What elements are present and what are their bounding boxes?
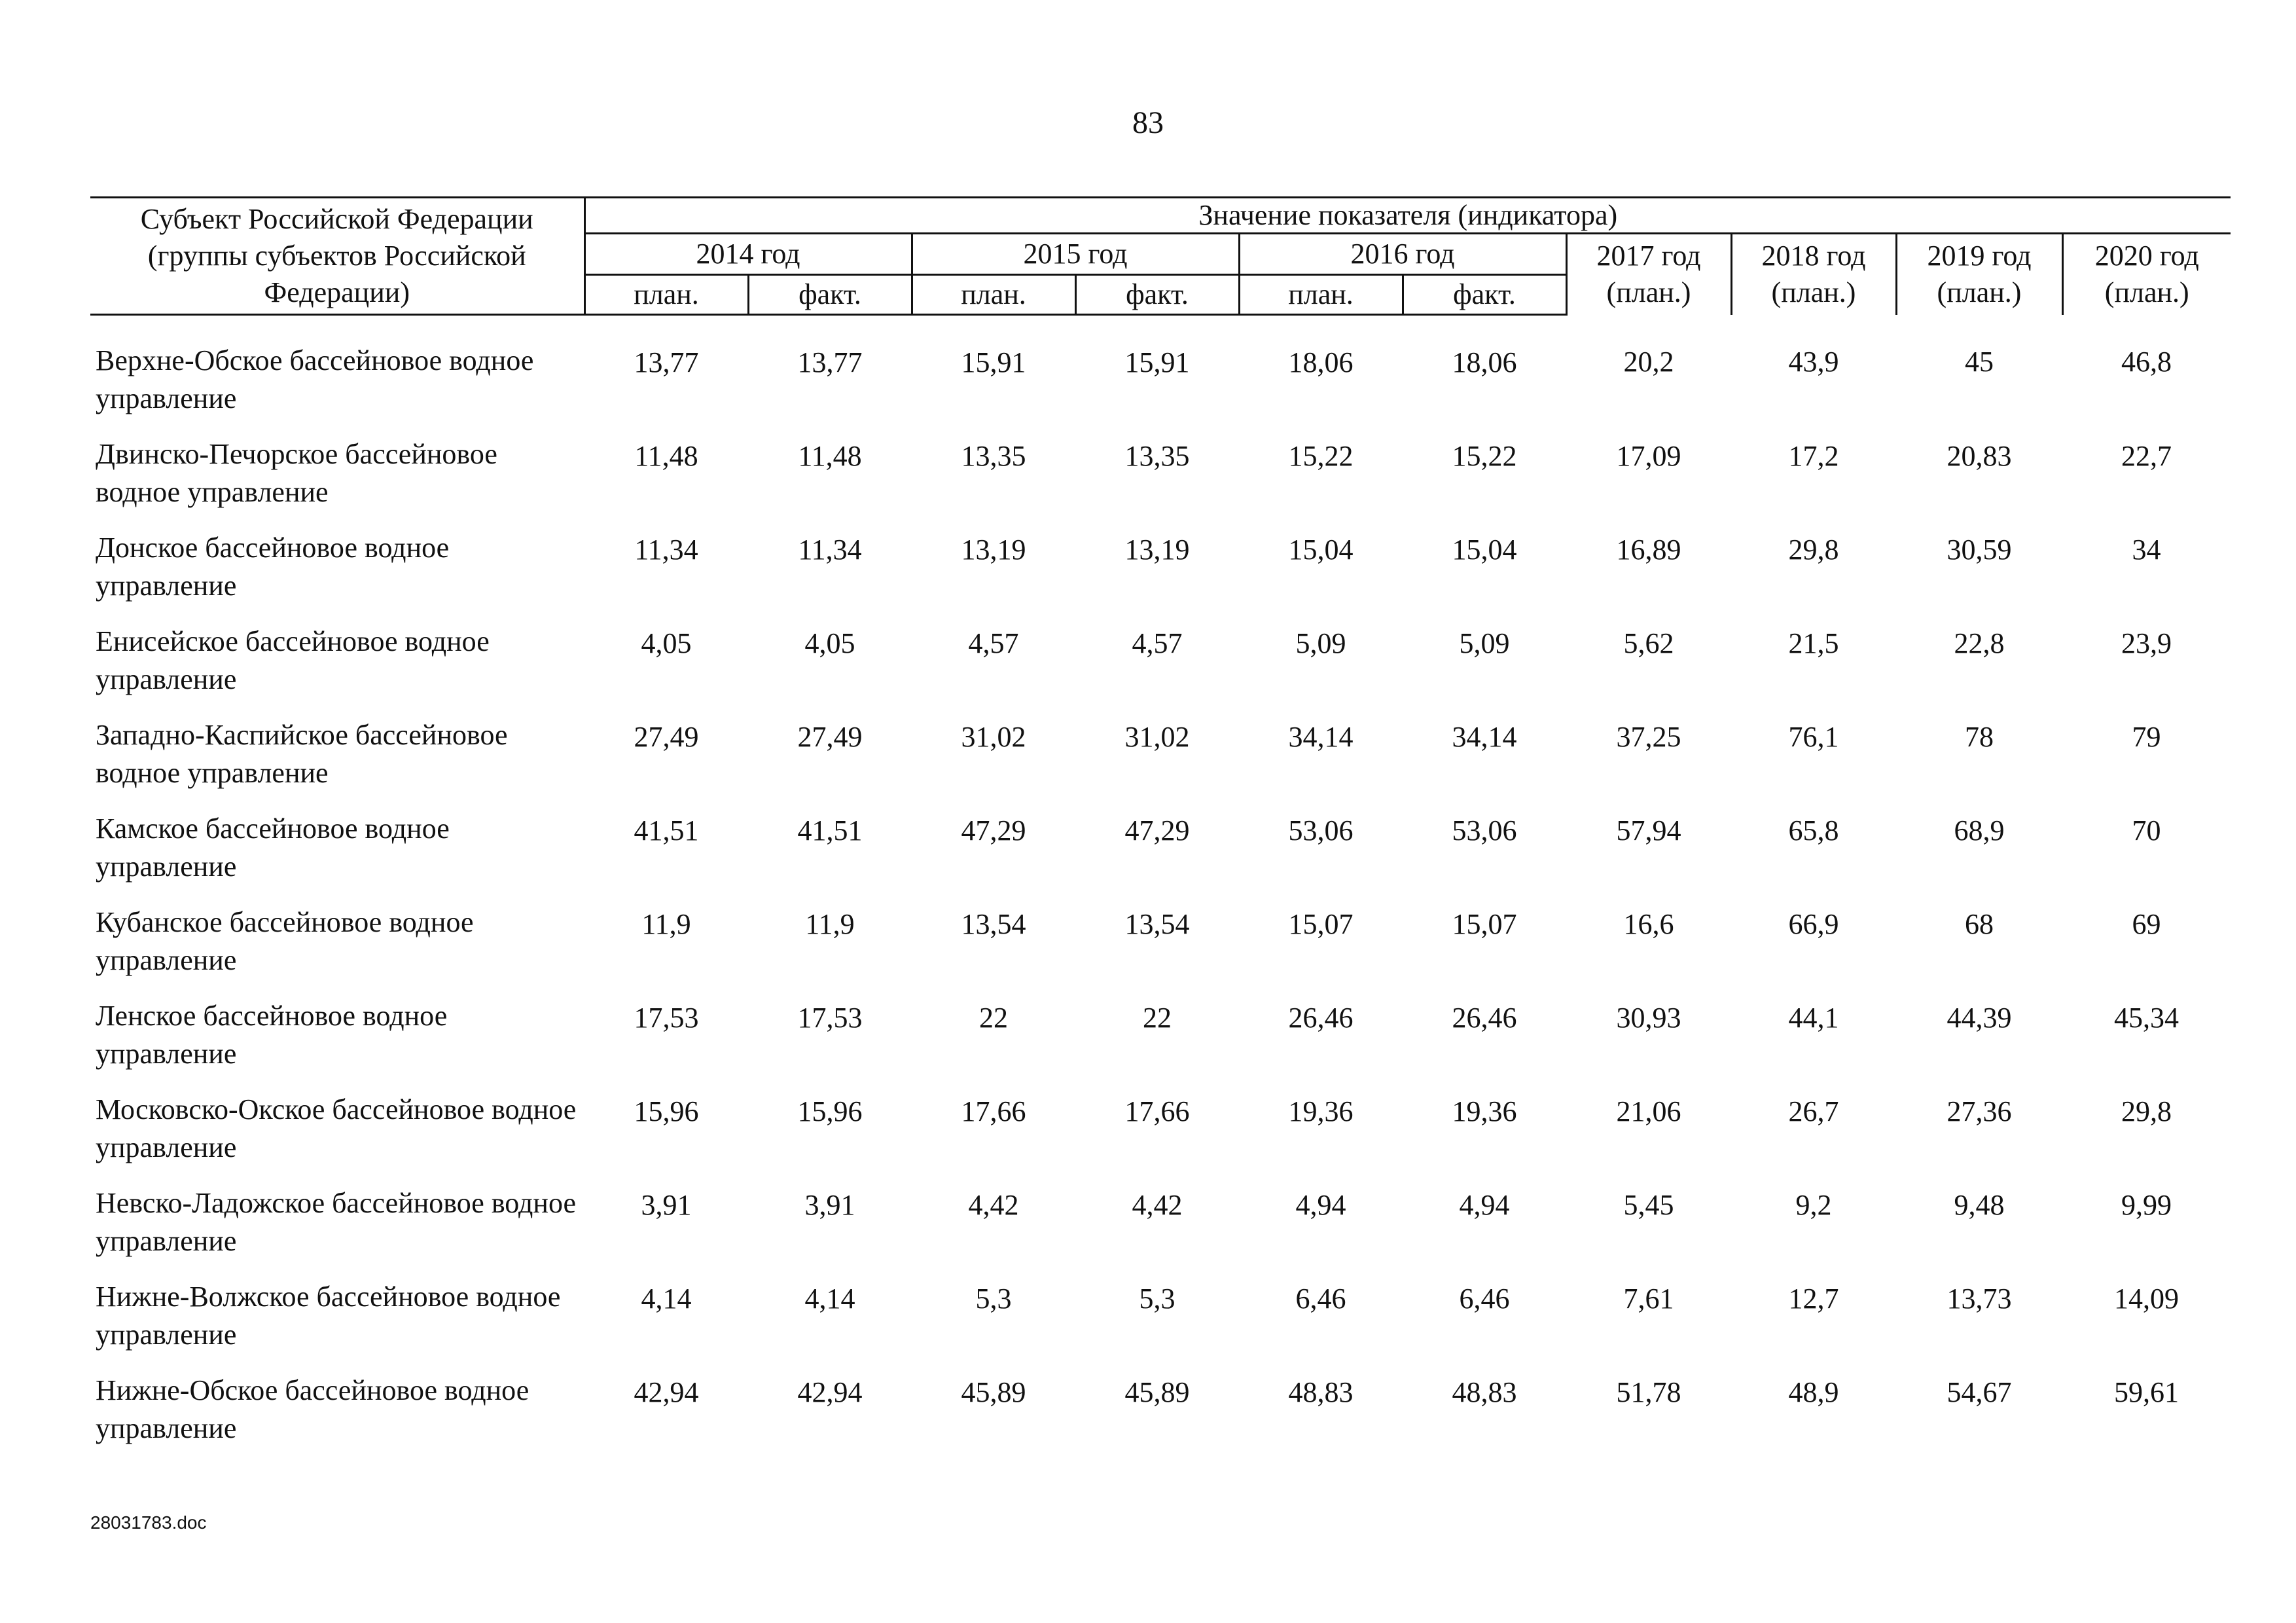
basin-authority-name: Нижне-Волжское бассейновое водное управление: [96, 1281, 561, 1351]
indicator-value: 59,61: [2114, 1376, 2179, 1408]
indicator-value: 41,51: [634, 814, 699, 847]
indicator-value: 68: [1965, 908, 1994, 940]
indicator-value: 47,29: [961, 814, 1026, 847]
indicator-value: 26,46: [1288, 1002, 1354, 1034]
basin-authority-name: Нижне-Обское бассейновое водное управление: [96, 1374, 529, 1444]
indicator-value: 17,66: [961, 1095, 1026, 1127]
indicator-value: 13,35: [1124, 440, 1190, 472]
indicator-value: 30,93: [1616, 1002, 1681, 1034]
indicator-value: 22,7: [2121, 440, 2172, 472]
basin-authority-name: Западно-Каспийское бассейновое водное управление: [96, 719, 508, 789]
table-row: [90, 435, 2231, 529]
year-label: 2020 год: [2094, 240, 2199, 272]
indicator-value: 29,8: [2121, 1095, 2172, 1127]
indicator-value: 13,73: [1946, 1283, 2012, 1315]
year-header-2018: [1731, 234, 1896, 315]
indicator-value: 26,7: [1788, 1095, 1839, 1127]
indicator-value: 34,14: [1452, 721, 1517, 753]
indicator-value: 12,7: [1788, 1283, 1839, 1315]
table-row: [90, 810, 2231, 903]
year-label: 2019 год: [1927, 240, 2032, 272]
document-code: 28031783.doc: [90, 1512, 207, 1533]
basin-authority-name: Верхне-Обское бассейновое водное управление: [96, 344, 534, 414]
indicator-value: 20,83: [1946, 440, 2012, 472]
indicator-value: 45,89: [1124, 1376, 1190, 1408]
indicator-value: 5,62: [1623, 627, 1674, 659]
subheader-2014-fact: факт.: [748, 275, 912, 315]
indicator-value: 30,59: [1946, 534, 2012, 566]
indicator-value: 51,78: [1616, 1376, 1681, 1408]
indicator-value: 15,96: [634, 1095, 699, 1127]
indicator-value: 7,61: [1623, 1283, 1674, 1315]
indicator-value: 18,06: [1288, 346, 1354, 378]
indicator-value: 43,9: [1788, 345, 1839, 378]
basin-authority-name: Камское бассейновое водное управление: [96, 812, 450, 883]
indicator-value: 22: [1143, 1002, 1172, 1034]
subheader-2015-fact: факт.: [1075, 275, 1239, 315]
indicator-value: 4,42: [1132, 1189, 1183, 1221]
indicator-value: 44,1: [1788, 1002, 1839, 1034]
indicator-value: 15,22: [1452, 440, 1517, 472]
indicator-value: 23,9: [2121, 627, 2172, 659]
indicator-value: 26,46: [1452, 1002, 1517, 1034]
indicator-value: 4,05: [641, 627, 692, 659]
indicator-value: 16,89: [1616, 534, 1681, 566]
indicator-value: 78: [1965, 721, 1994, 753]
indicator-value: 13,77: [634, 346, 699, 378]
indicator-value: 31,02: [1124, 721, 1190, 753]
indicator-value: 13,54: [1124, 908, 1190, 940]
indicator-value: 15,07: [1452, 908, 1517, 940]
indicator-header: Значение показателя (индикатора): [584, 198, 2231, 234]
indicator-value: 18,06: [1452, 346, 1517, 378]
year-header-2016: 2016 год: [1239, 234, 1566, 275]
indicator-value: 3,91: [804, 1189, 855, 1221]
basin-authority-name: Двинско-Печорское бассейновое водное управление: [96, 438, 497, 508]
table-row: [90, 1372, 2231, 1465]
table-row: [90, 623, 2231, 716]
indicator-value: 34: [2132, 534, 2161, 566]
table-row: [90, 1278, 2231, 1372]
plan-note: (план.): [1937, 276, 2022, 309]
year-label: 2017 год: [1596, 240, 1701, 272]
indicator-value: 27,36: [1946, 1095, 2012, 1127]
basin-authority-name: Кубанское бассейновое водное управление: [96, 906, 474, 976]
indicator-value: 13,19: [961, 534, 1026, 566]
year-header-2015: 2015 год: [912, 234, 1239, 275]
indicator-value: 13,77: [797, 346, 863, 378]
subheader-2016-fact: факт.: [1403, 275, 1566, 315]
indicator-value: 48,83: [1452, 1376, 1517, 1408]
indicator-value: 47,29: [1124, 814, 1190, 847]
indicator-value: 42,94: [797, 1376, 863, 1408]
indicator-value: 9,48: [1954, 1189, 2005, 1221]
indicator-value: 20,2: [1623, 345, 1674, 378]
indicator-value: 13,35: [961, 440, 1026, 472]
indicator-value: 13,54: [961, 908, 1026, 940]
basin-authority-name: Московско-Окское бассейновое водное управление: [96, 1093, 577, 1163]
indicator-value: 5,3: [1139, 1283, 1175, 1315]
table-row: [90, 903, 2231, 997]
indicator-value: 27,49: [797, 721, 863, 753]
indicator-value: 14,09: [2114, 1283, 2179, 1315]
year-header-2017: [1566, 234, 1731, 315]
indicator-value: 11,34: [798, 534, 862, 566]
indicator-value: 11,9: [641, 908, 691, 940]
indicator-value: 15,04: [1452, 534, 1517, 566]
indicator-value: 4,57: [1132, 627, 1183, 659]
indicator-value: 69: [2132, 908, 2161, 940]
table-header: [90, 198, 2231, 315]
table-row: [90, 315, 2231, 436]
indicator-value: 66,9: [1788, 908, 1839, 940]
indicator-value: 9,99: [2121, 1189, 2172, 1221]
indicator-value: 5,3: [975, 1283, 1012, 1315]
year-header-2019: [1896, 234, 2062, 315]
indicator-value: 42,94: [634, 1376, 699, 1408]
table-row: [90, 997, 2231, 1091]
indicator-value: 79: [2132, 721, 2161, 753]
basin-authority-name: Донское бассейновое водное управление: [96, 532, 450, 602]
indicator-value: 17,53: [797, 1002, 863, 1034]
indicator-value: 4,94: [1459, 1189, 1510, 1221]
indicator-value: 45,89: [961, 1376, 1026, 1408]
indicator-value: 6,46: [1459, 1283, 1510, 1315]
subject-column-header: Субъект Российской Федерации (группы субъектов Российской Федерации): [90, 198, 584, 315]
indicator-value: 27,49: [634, 721, 699, 753]
table-row: [90, 1184, 2231, 1278]
indicator-value: 4,14: [804, 1283, 855, 1315]
indicator-value: 13,19: [1124, 534, 1190, 566]
indicator-value: 29,8: [1788, 534, 1839, 566]
indicator-value: 15,22: [1288, 440, 1354, 472]
indicator-value: 17,66: [1124, 1095, 1190, 1127]
indicator-value: 11,48: [798, 440, 862, 472]
subheader-2014-plan: план.: [584, 275, 748, 315]
indicator-value: 48,9: [1788, 1376, 1839, 1408]
indicator-value: 48,83: [1288, 1376, 1354, 1408]
indicator-value: 17,2: [1788, 440, 1839, 472]
basin-authority-name: Ленское бассейновое водное управление: [96, 1000, 448, 1070]
indicator-value: 4,42: [968, 1189, 1019, 1221]
indicator-value: 15,07: [1288, 908, 1354, 940]
indicator-value: 53,06: [1288, 814, 1354, 847]
indicator-value: 9,2: [1795, 1189, 1832, 1221]
subheader-2016-plan: план.: [1239, 275, 1403, 315]
indicator-value: 21,06: [1616, 1095, 1681, 1127]
indicator-value: 22: [979, 1002, 1008, 1034]
indicator-value: 6,46: [1295, 1283, 1346, 1315]
indicator-value: 76,1: [1788, 721, 1839, 753]
table-row: [90, 716, 2231, 810]
basin-authority-name: Енисейское бассейновое водное управление: [96, 625, 490, 695]
indicator-value: 11,34: [634, 534, 698, 566]
indicator-value: 37,25: [1616, 721, 1681, 753]
indicator-value: 45: [1965, 345, 1994, 378]
indicator-value: 70: [2132, 814, 2161, 847]
indicator-value: 15,04: [1288, 534, 1354, 566]
indicator-value: 17,53: [634, 1002, 699, 1034]
indicator-value: 34,14: [1288, 721, 1354, 753]
indicator-value: 15,91: [961, 346, 1026, 378]
indicator-value: 19,36: [1452, 1095, 1517, 1127]
indicator-value: 68,9: [1954, 814, 2005, 847]
plan-note: (план.): [2104, 276, 2189, 309]
indicator-value: 22,8: [1954, 627, 2005, 659]
indicator-value: 15,91: [1124, 346, 1190, 378]
page-number: 83: [1132, 105, 1164, 140]
indicator-value: 46,8: [2121, 345, 2172, 378]
indicator-value: 65,8: [1788, 814, 1839, 847]
indicator-value: 4,05: [804, 627, 855, 659]
indicator-value: 41,51: [797, 814, 863, 847]
indicator-value: 11,9: [805, 908, 855, 940]
indicator-value: 3,91: [641, 1189, 692, 1221]
plan-note: (план.): [1771, 276, 1856, 309]
indicator-value: 4,14: [641, 1283, 692, 1315]
plan-note: (план.): [1606, 276, 1691, 309]
indicator-value: 54,67: [1946, 1376, 2012, 1408]
indicator-value: 21,5: [1788, 627, 1839, 659]
basin-authority-name: Невско-Ладожское бассейновое водное управление: [96, 1187, 577, 1257]
indicator-table: [90, 196, 2231, 1465]
year-header-2020: [2062, 234, 2231, 315]
table-row: [90, 1091, 2231, 1184]
indicator-value: 11,48: [634, 440, 698, 472]
indicator-value: 44,39: [1946, 1002, 2012, 1034]
indicator-value: 19,36: [1288, 1095, 1354, 1127]
indicator-value: 57,94: [1616, 814, 1681, 847]
indicator-value: 5,45: [1623, 1189, 1674, 1221]
subheader-2015-plan: план.: [912, 275, 1075, 315]
indicator-value: 45,34: [2114, 1002, 2179, 1034]
table-body: [90, 315, 2231, 1466]
indicator-value: 16,6: [1623, 908, 1674, 940]
indicator-value: 5,09: [1459, 627, 1510, 659]
indicator-value: 4,57: [968, 627, 1019, 659]
indicator-value: 5,09: [1295, 627, 1346, 659]
year-label: 2018 год: [1761, 240, 1866, 272]
indicator-value: 15,96: [797, 1095, 863, 1127]
indicator-value: 4,94: [1295, 1189, 1346, 1221]
indicator-value: 53,06: [1452, 814, 1517, 847]
year-header-2014: 2014 год: [584, 234, 912, 275]
indicator-value: 17,09: [1616, 440, 1681, 472]
table-row: [90, 529, 2231, 623]
indicator-value: 31,02: [961, 721, 1026, 753]
